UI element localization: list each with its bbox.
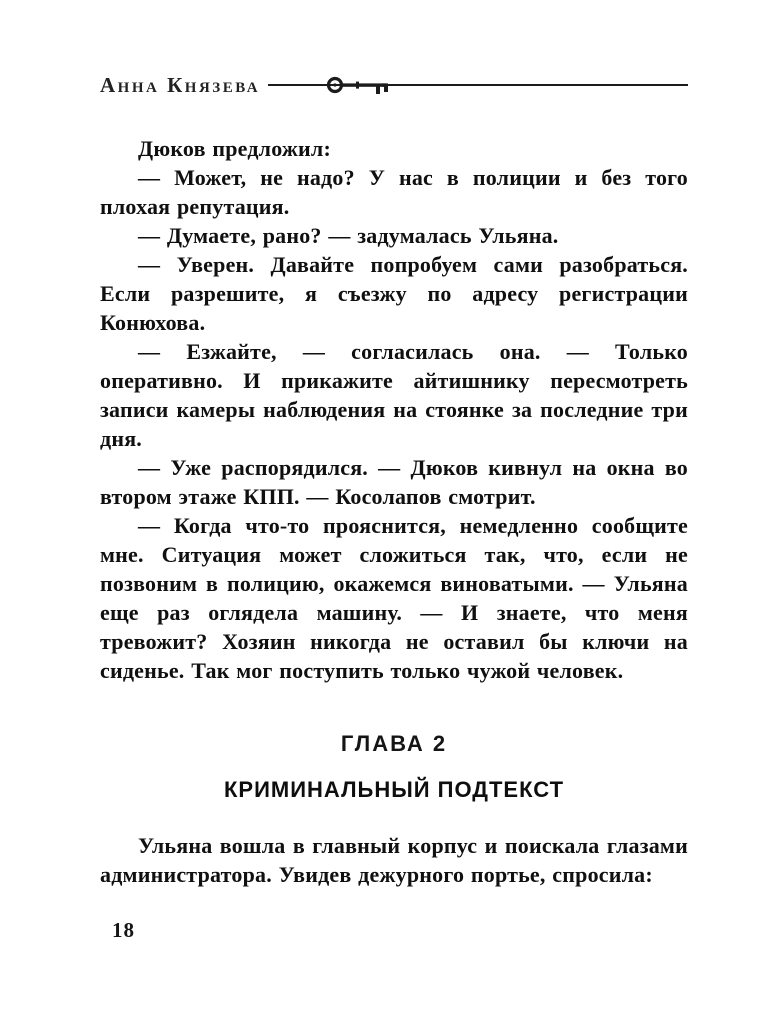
paragraph: — Может, не надо? У нас в полиции и без того плохая репутация. bbox=[100, 165, 688, 219]
paragraph: Ульяна вошла в главный корпус и поискала глазами администратора. Увидев дежурного портье, спросила: bbox=[100, 833, 688, 887]
paragraph: — Уверен. Давайте попробуем сами разобраться. Если разрешите, я съезжу по адресу регистрации Конюхова. bbox=[100, 252, 688, 335]
header-rule bbox=[268, 73, 688, 97]
chapter-title: ГЛАВА 2 bbox=[340, 731, 448, 756]
chapter-body-text bbox=[100, 831, 688, 889]
paragraph: — Думаете, рано? — задумалась Ульяна. bbox=[138, 223, 559, 248]
page-number: 18 bbox=[112, 918, 135, 942]
paragraph: — Когда что-то прояснится, немедленно сообщите мне. Ситуация может сложиться так, что, если не позвоним в полицию, окажемся виноватыми. — Ульяна еще раз оглядела машину. — И знаете, что меня тревожит? Хозяин никогда не оставил бы ключи на сиденье. Так мог поступить только чужой человек. bbox=[100, 513, 688, 683]
body-text bbox=[100, 134, 688, 685]
key-ornament-icon bbox=[326, 74, 396, 96]
page-header bbox=[100, 70, 688, 100]
paragraph: — Уже распорядился. — Дюков кивнул на окна во втором этаже КПП. — Косолапов смотрит. bbox=[100, 455, 688, 509]
chapter-subtitle: КРИМИНАЛЬНЫЙ ПОДТЕКСТ bbox=[223, 777, 565, 802]
paragraph: Дюков предложил: bbox=[138, 136, 331, 161]
chapter-heading bbox=[100, 731, 688, 803]
paragraph: — Езжайте, — согласилась она. — Только оперативно. И прикажите айтишнику пересмотреть записи камеры наблюдения на стоянке за последние три дня. bbox=[100, 339, 688, 451]
author-name: Анна Князева bbox=[100, 72, 261, 97]
